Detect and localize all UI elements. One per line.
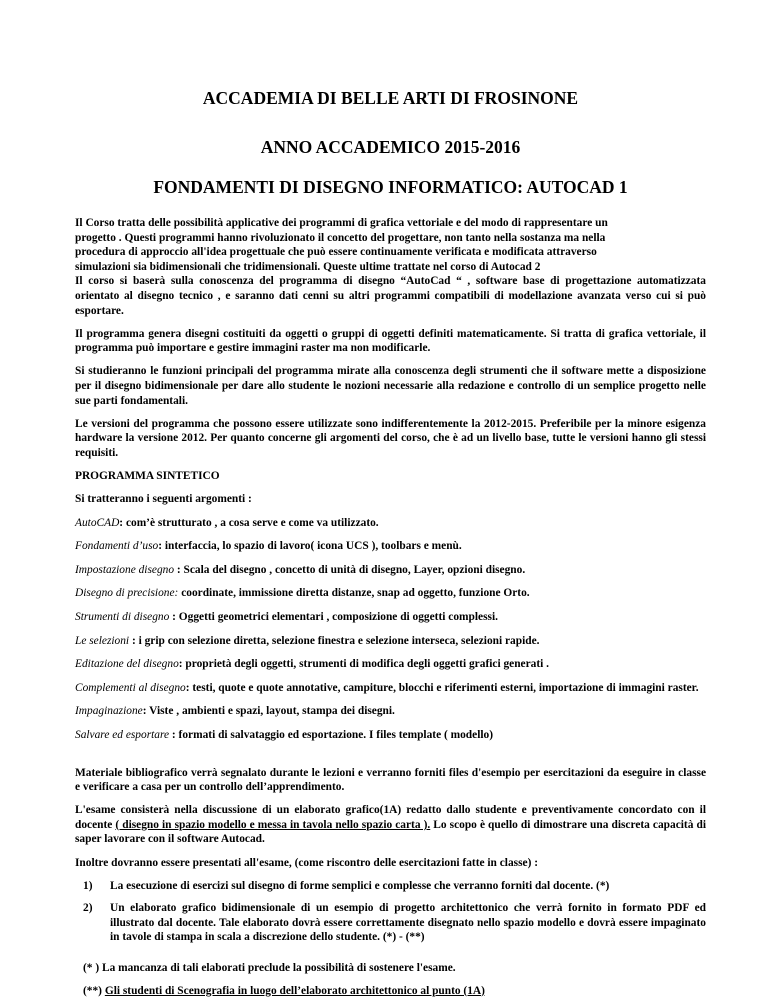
topic-item — [75, 657, 706, 672]
exam-paragraph — [75, 803, 706, 847]
exam-underlined-text: ( disegno in spazio modello e messa in tavola nello spazio carta ). — [115, 818, 431, 831]
exam-text: L'esame consisterà nella discussione di un elaborato grafico(1A) redatto dallo studente e preventivamente concordato con il docente — [75, 804, 706, 831]
document-body — [75, 216, 706, 998]
institution-title: ACCADEMIA DI BELLE ARTI DI FROSINONE — [202, 88, 579, 108]
topic-key: Le selezioni — [75, 634, 130, 647]
topic-key: Strumenti di disegno — [75, 610, 170, 623]
footnote-2 — [83, 984, 706, 998]
topic-item — [75, 610, 706, 625]
topic-item — [75, 681, 706, 696]
footnotes — [75, 961, 706, 998]
list-item-number: 1) — [83, 879, 93, 892]
topic-item — [75, 586, 706, 601]
academic-year: ANNO ACCADEMICO 2015-2016 — [260, 137, 521, 157]
additional-lead: Inoltre dovranno essere presentati all'esame, (come riscontro delle esercitazioni fatte in classe) : — [75, 856, 539, 869]
footnote-1: (* ) La mancanza di tali elaborati preclude la possibilità di sostenere l'esame. — [83, 961, 456, 974]
topic-text: : Scala del disegno , concetto di unità di disegno, Layer, opzioni disegno. — [174, 563, 526, 576]
topic-key: Impaginazione — [75, 705, 143, 718]
topic-text: : Oggetti geometrici elementari , composizione di oggetti complessi. — [169, 610, 498, 623]
topic-key: Complementi al disegno — [75, 681, 186, 694]
exam-text-end: Lo scopo è quello di dimostrare una discreta capacità di saper lavorare con il software Autocad. — [75, 818, 706, 846]
list-item-text: La esecuzione di esercizi sul disegno di forme semplici e complesse che verranno forniti dal docente. (*) — [110, 879, 610, 892]
topic-text: : formati di salvataggio ed esportazione. I files template ( modello) — [169, 728, 494, 741]
topic-text: : Viste , ambienti e spazi, layout, stampa dei disegni. — [142, 705, 395, 718]
functions-paragraph: Si studieranno le funzioni principali del programma mirate alla conoscenza degli strumenti che il software mette a disposizione per il disegno bidimensionale per dare allo studente le nozioni necessarie alla redazione e controllo di un semplice progetto nelle sue parti fondamentali. — [75, 365, 706, 407]
intro-paragraph — [75, 216, 706, 274]
intro-line: procedura di approccio all'idea progettuale che può essere continuamente verificata e modificata attraverso — [75, 246, 597, 259]
course-title: FONDAMENTI DI DISEGNO INFORMATICO: AUTOCAD 1 — [153, 177, 628, 197]
list-item — [75, 879, 706, 894]
topic-item — [75, 516, 706, 531]
footnote-2-text: Gli studenti di Scenografia in luogo dell’elaborato architettonico al punto (1A) — [104, 984, 485, 997]
list-item-text: Un elaborato grafico bidimensionale di un esempio di progetto architettonico che verrà fornito in formato PDF ed illustrato dal docente. Tale elaborato dovrà essere correttamente disegnato nello spazio modello e dovrà essere impaginato in tavole di stampa in scala a discrezione dello studente. (*) - (**) — [110, 902, 706, 944]
topic-key: AutoCAD — [75, 516, 120, 529]
topic-text: : proprietà degli oggetti, strumenti di modifica degli oggetti grafici generati . — [178, 658, 550, 671]
topic-text: : interfaccia, lo spazio di lavoro( icona UCS ), toolbars e menù. — [158, 540, 462, 553]
spacer — [75, 752, 706, 766]
topic-key: Fondamenti d’uso — [75, 540, 159, 553]
topic-key: Disegno di precisione: — [75, 587, 179, 600]
topic-key: Impostazione disegno — [75, 563, 175, 576]
program-lead: Si tratteranno i seguenti argomenti : — [75, 493, 252, 505]
intro-course-paragraph: Il corso si baserà sulla conoscenza del programma di disegno “AutoCad “ , software base di progettazione automatizzata orientato al disegno tecnico , e saranno dati cenni su altri programmi compatibili di modellazione avanzata verso cui si può esportare. — [75, 275, 706, 317]
materials-paragraph: Materiale bibliografico verrà segnalato durante le lezioni e verranno forniti files d'esempio per esercitazioni da eseguire in classe e verificare a casa per un controllo dell’apprendimento. — [75, 766, 706, 794]
intro-line: simulazioni sia bidimensionali che tridimensionali. Queste ultime trattate nel corso di Autocad 2 — [75, 260, 541, 273]
topic-item — [75, 634, 706, 649]
topic-text: : i grip con selezione diretta, selezione finestra e selezione interseca, selezioni rapide. — [129, 634, 540, 647]
topic-text: : com’è strutturato , a cosa serve e come va utilizzato. — [119, 516, 379, 529]
program-heading: PROGRAMMA SINTETICO — [75, 469, 220, 482]
topic-text: coordinate, immissione diretta distanze, snap ad oggetto, funzione Orto. — [178, 587, 530, 600]
intro-line: progetto . Questi programmi hanno rivoluzionato il concetto del progettare, non tanto nella sostanza ma nella — [75, 231, 606, 244]
topic-item — [75, 563, 706, 578]
topic-item — [75, 704, 706, 719]
topic-key: Salvare ed esportare — [75, 728, 170, 741]
versions-paragraph: Le versioni del programma che possono essere utilizzate sono indifferentemente la 2012-2015. Preferibile per la minore esigenza hardware la versione 2012. Per quanto concerne gli argomenti del corso, che è ad un livello base, tutte le versioni hanno gli stessi requisiti. — [75, 417, 706, 459]
topic-item — [75, 539, 706, 554]
list-item — [75, 901, 706, 945]
vector-paragraph: Il programma genera disegni costituiti da oggetti o gruppi di oggetti definiti matematicamente. Si tratta di grafica vettoriale, il programma può importare e gestire immagini raster ma non modificarle. — [75, 327, 706, 355]
intro-line: Il Corso tratta delle possibilità applicative dei programmi di grafica vettoriale e del modo di rappresentare un — [75, 217, 608, 229]
topic-item — [75, 728, 706, 743]
footnote-2-prefix: (**) — [83, 984, 105, 997]
topic-text: : testi, quote e quote annotative, campiture, blocchi e riferimenti esterni, importazione di immagini raster. — [185, 681, 699, 694]
list-item-number: 2) — [83, 902, 93, 915]
requirements-list — [75, 879, 706, 945]
topic-key: Editazione del disegno — [75, 658, 179, 671]
